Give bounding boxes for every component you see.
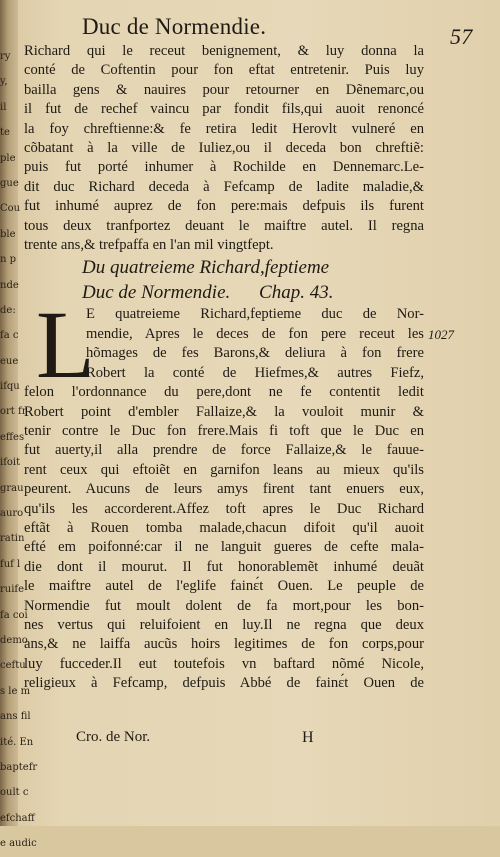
margin-fragment: oult c — [0, 787, 29, 799]
text-line: dit duc Richard deceda à Fefcamp de ladite maladie,& — [24, 178, 424, 195]
text-line: rent ceux qui eftoiẽt en garnifon leans au mieux qu'ils — [24, 461, 424, 478]
text-line: conté de Coftentin pour fon eftat entretenir. Puis luy — [24, 62, 424, 79]
header-title: Duc de Normendie. — [82, 14, 267, 39]
text-line: la foy chreftienne:& fe retira ledit Herovlt vulneré en — [24, 120, 424, 137]
text-line: il fut de rechef vaincu par fondit fils,qui auoit renoncé — [24, 101, 424, 118]
text-line: Richard qui le receut benignement, & luy donna la — [24, 43, 424, 59]
catchword: Cro. de Nor. — [76, 729, 151, 745]
margin-fragment: efchaff — [0, 812, 35, 824]
margin-fragment: nde — [0, 279, 19, 291]
margin-fragment: ratin — [0, 533, 25, 545]
margin-fragment: grau — [0, 482, 24, 494]
margin-fragment: te — [0, 127, 10, 139]
facing-page-margin — [0, 44, 38, 857]
text-line: tenir contre le Duc fon frere.Mais fi toft que le Duc en — [24, 422, 424, 439]
margin-fragment: e audic — [0, 838, 37, 850]
text-line: le maiftre autel de l'eglife fainɛ́t Ouen. Le peuple de — [24, 578, 424, 595]
paragraph-before — [24, 42, 424, 255]
margin-fragment: gue — [0, 177, 19, 189]
chapter-title-line-1: Du quatreieme Richard,feptieme — [82, 257, 330, 279]
margin-fragment: demo — [0, 634, 28, 646]
drop-cap: L — [36, 291, 95, 399]
text-line: eftãt à Rouen tomba malade,chacun difoit qu'il auoit — [24, 519, 424, 536]
page-number: 57 — [450, 24, 473, 49]
margin-fragment: ifqu — [0, 381, 20, 393]
text-line: efté em poifonné:car il ne languit gueres de cefte mala- — [24, 539, 424, 556]
paragraph-after — [24, 383, 424, 694]
text-line: puis fut porté inhumer à Rochilde en Dennemarc.Le- — [24, 159, 424, 176]
text-line: ans,& ne laiffa aucũs hoirs legitimes de fon corps,pour — [24, 636, 424, 653]
margin-fragment: ceftu — [0, 660, 26, 672]
text-line: E quatreieme Richard,feptieme duc de Nor- — [86, 306, 424, 323]
margin-fragment: s le m — [0, 685, 31, 697]
text-line: qu'ils les accorderent.Affez toft apres le Duc Richard — [24, 500, 424, 517]
margin-fragment: ort fr — [0, 406, 27, 418]
margin-fragment: ifoit — [0, 457, 21, 469]
text-line: mendie, Apres le deces de fon pere receut les — [86, 325, 424, 342]
text-line: peurent. Aucuns de leurs amys firent tant enuers eux, — [24, 481, 424, 498]
margin-fragment: ble — [0, 228, 16, 240]
text-line: Robert la conté de Hiefmes,& autres Fiefz, — [86, 364, 424, 381]
margin-fragment: eue — [0, 355, 19, 367]
text-line: Normendie fut moult dolent de fa mort,pour les bon- — [24, 597, 424, 614]
text-line: felon l'ordonnance du pere,dont ne fe contentit ledit — [24, 384, 424, 401]
margin-fragment: fuf l — [0, 558, 21, 570]
chapter-title-text: Duc de Normendie. — [82, 282, 231, 304]
text-line: fut auerty,il alla prendre de force Fallaize,& le fauue- — [24, 442, 424, 459]
margin-fragment: baptefr — [0, 761, 38, 773]
margin-fragment: il — [0, 101, 7, 113]
margin-fragment: n p — [0, 254, 17, 266]
margin-fragment: effes — [0, 431, 25, 443]
margin-fragment: ple — [0, 152, 16, 164]
margin-fragment: ruife — [0, 584, 25, 596]
text-line: tous deux tranfportez deuant le maiftre autel. Il regna — [24, 217, 424, 234]
margin-fragment: fa c — [0, 330, 19, 342]
chapter-label: Chap. 43. — [259, 282, 334, 304]
text-line: fut inhumé auprez de fon pere:mais defpuis ils furent — [24, 198, 424, 215]
running-header — [82, 10, 473, 49]
text-line: nes vertus qui reluifoient en luy.Il ne regna que deux — [24, 616, 424, 633]
margin-fragment: auro — [0, 508, 24, 520]
text-line: religieux à Fefcamp, defpuis Abbé de fainɛ́t Ouen de — [24, 675, 424, 692]
margin-fragment: Cou — [0, 203, 21, 215]
text-line: cõbatant à la ville de Iuliez,ou il deceda bon chreftiẽ: — [24, 140, 424, 157]
margin-fragment: fa coi — [0, 609, 28, 621]
text-line: luy fucceder.Il eut toutefois vn baftard nõmé Nicole, — [24, 655, 424, 672]
body-text — [24, 42, 424, 694]
text-line: Robert point d'embler Fallaize,& la vouloit munir & — [24, 403, 424, 420]
text-line: hõmages de fes Barons,& deliura à fon frere — [86, 345, 424, 362]
margin-fragment: ans fil — [0, 711, 31, 723]
text-line: trente ans,& trefpaffa en l'an mil vingtfept. — [24, 237, 274, 254]
side-note-year: 1027 — [428, 327, 454, 342]
signature-mark: H — [302, 729, 314, 746]
margin-fragment: y, — [0, 76, 8, 88]
text-line: bailla gens & nauires pour retourner en Dẽnemarc,ou — [24, 81, 424, 98]
margin-fragment: de: — [0, 304, 16, 316]
margin-fragment: ité. En — [0, 736, 34, 748]
margin-fragment: ry — [0, 51, 11, 62]
text-line: die dont il mourut. Il fut honorablemẽt inhumé deuãt — [24, 558, 424, 575]
